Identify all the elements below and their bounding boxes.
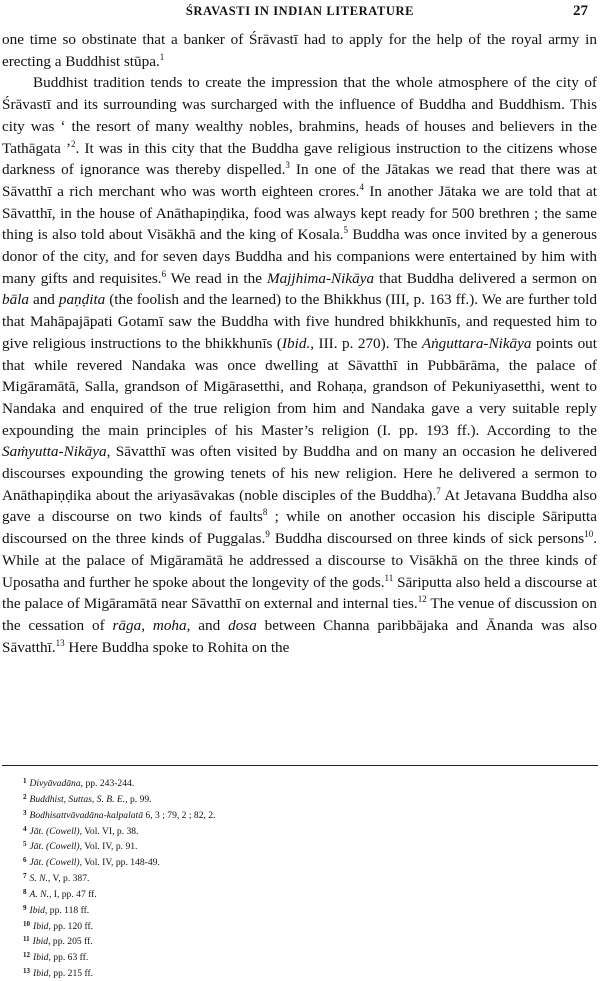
text-run: points out that while revered Nandaka was once dwelling at Sāvatthī in Pubbārāma, the palace of Migāramātā, Salla, grandson of Migārasetthi, and Rohaṇa, grandson of Pekuniyasetthi, went to Nandaka and enquired of the true religion from him and Nandaka gave a very suitable reply expounding the main principles of his Master’s religion (I. pp. 193 ff.). According to the bbox=[2, 334, 597, 439]
footnote-detail: , pp. 205 ff. bbox=[48, 936, 93, 948]
footnote-ref-13: 13 bbox=[55, 637, 65, 648]
footnote bbox=[23, 949, 583, 965]
text-run: (the foolish and the learned) to the Bhikkhus (III, p. 163 ff.). We are further told that Mahāpajāpati Gotamī saw the Buddha with five hundred bhikkhunīs, and requested him to give religious instructions to the bhikkhunīs ( bbox=[2, 291, 597, 352]
page-number: 27 bbox=[573, 3, 588, 19]
footnote-detail: , Vol. VI, p. 38. bbox=[79, 825, 139, 837]
footnote-detail: , pp. 118 ff. bbox=[44, 904, 90, 916]
footnote-detail: , Vol. IV, pp. 148-49. bbox=[79, 857, 160, 869]
footnote-source: Buddhist, Suttas, S. B. E. bbox=[29, 793, 126, 805]
footnote-ref-5: 5 bbox=[343, 225, 348, 236]
text-run: Buddhist tradition tends to create the impression that the whole atmosphere of the city of Śrāvastī and its surrounding was surcharged with the influence of Buddha and Buddhism. This city was ‘ the resort of many wealthy nobles, brahmins, heads of houses and believers in the Tathāgata ’ bbox=[2, 74, 597, 157]
footnote-detail: , pp. 120 ff. bbox=[48, 920, 94, 932]
footnote-detail: , I, pp. 47 ff. bbox=[48, 888, 97, 900]
footnote-source: S. N. bbox=[29, 873, 48, 885]
footnote-detail: , pp. 63 ff. bbox=[48, 952, 89, 964]
footnote bbox=[23, 775, 583, 791]
footnote-number: 3 bbox=[23, 808, 27, 817]
paragraph-2 bbox=[2, 72, 597, 658]
italic-term: Ibid. bbox=[282, 334, 311, 352]
text-run: , III. p. 270). The bbox=[310, 334, 422, 352]
footnote-source: Ibid bbox=[33, 952, 49, 964]
footnote bbox=[23, 823, 583, 839]
footnote-source: Jāt. (Cowell) bbox=[29, 857, 80, 869]
footnote-source: A. N. bbox=[29, 888, 49, 900]
text-run: Buddha was once invited by a generous donor of the city, and for seven days Buddha and his companions were entertained by him with many gifts and requisites. bbox=[2, 226, 598, 287]
footnote-source: Divyāvadāna bbox=[29, 778, 81, 789]
footnote-ref-7: 7 bbox=[436, 485, 441, 496]
footnote-source: Jāt. (Cowell) bbox=[29, 825, 80, 837]
footnote bbox=[23, 886, 583, 902]
footnotes bbox=[23, 775, 583, 981]
footnote-number: 4 bbox=[23, 824, 27, 833]
text-run: ; while on another occasion his disciple Sāriputta discoursed on the three kinds of Puggalas. bbox=[2, 508, 598, 548]
text-run: one time so obstinate that a banker of Śrāvastī had to apply for the help of the royal army in erecting a Buddhist stūpa. bbox=[2, 31, 597, 70]
text-run: In one of the Jātakas we read that there was at Sāvatthī a rich merchant who was worth eighteen crores. bbox=[2, 161, 597, 200]
text-run: and bbox=[190, 616, 229, 634]
text-run: At Jetavana Buddha also gave a discourse on two kinds of faults bbox=[2, 486, 598, 526]
footnote-ref-4: 4 bbox=[359, 181, 364, 192]
body-text bbox=[2, 29, 597, 658]
footnote-number: 2 bbox=[23, 792, 27, 801]
footnote-number: 10 bbox=[23, 919, 30, 928]
footnote-source: Jāt. (Cowell) bbox=[29, 841, 80, 853]
text-run: Buddha discoursed on three kinds of sick persons bbox=[269, 530, 585, 548]
footnote-ref-9: 9 bbox=[265, 529, 270, 540]
running-title: ŚRAVASTI IN INDIAN LITERATURE bbox=[185, 4, 415, 18]
running-head bbox=[0, 4, 600, 22]
footnote-divider bbox=[2, 765, 598, 766]
footnote bbox=[23, 838, 583, 854]
italic-term: bāla bbox=[2, 291, 30, 309]
footnote-source: Bodhisattvāvadāna-kalpalatā bbox=[29, 809, 144, 821]
footnote-number: 1 bbox=[23, 777, 27, 785]
italic-term: dosa bbox=[228, 616, 257, 634]
footnote-source: Ibid bbox=[29, 904, 45, 916]
footnote bbox=[23, 870, 583, 886]
paragraph-1 bbox=[2, 29, 597, 72]
italic-term: Saṁyutta-Nikāya bbox=[2, 443, 107, 461]
footnote-number: 5 bbox=[23, 840, 27, 849]
text-run: In another Jātaka we are told that at Sāvatthī, in the house of Anāthapiṇḍika, food was always kept ready for 500 brethren ; the same thing is also told about Visākhā and the king of Kosala. bbox=[2, 182, 597, 244]
text-run: Sāriputta also held a discourse at the palace of Migāramātā near Sāvatthī on external and internal ties. bbox=[2, 573, 597, 613]
text-run: . It was in this city that the Buddha gave religious instruction to the citizens whose darkness of ignorance was thereby dispelled. bbox=[2, 139, 597, 179]
footnote-source: Ibid bbox=[32, 936, 49, 948]
footnote-number: 8 bbox=[23, 887, 27, 896]
italic-term: Aṅguttara-Nikāya bbox=[421, 334, 532, 352]
footnote-detail: , pp. 215 ff. bbox=[48, 968, 94, 980]
footnote bbox=[23, 902, 583, 918]
footnote-ref-1: 1 bbox=[159, 51, 165, 62]
footnote-detail: , p. 99. bbox=[125, 793, 152, 805]
footnote-number: 9 bbox=[23, 903, 27, 912]
footnote-ref-12: 12 bbox=[417, 594, 427, 605]
italic-term: Majjhima-Nikāya bbox=[266, 269, 375, 287]
text-run: . While at the palace of Migāramātā he addressed a discourse to Visākhā on the three kinds of Uposatha and further he spoke about the longevity of the gods. bbox=[2, 530, 598, 591]
footnote bbox=[23, 854, 583, 870]
footnote-ref-10: 10 bbox=[584, 529, 594, 540]
footnote-detail: 6, 3 ; 79, 2 ; 82, 2. bbox=[143, 809, 216, 821]
footnote-ref-3: 3 bbox=[285, 160, 290, 171]
footnote-ref-11: 11 bbox=[384, 572, 394, 583]
text-run: Here Buddha spoke to Rohita on the bbox=[64, 638, 290, 656]
footnote-detail: , Vol. IV, p. 91. bbox=[79, 841, 138, 853]
text-run: and bbox=[29, 291, 59, 309]
text-run: that Buddha delivered a sermon on bbox=[374, 269, 597, 287]
footnote-number: 12 bbox=[23, 951, 30, 960]
footnote-number: 7 bbox=[23, 872, 27, 881]
footnote-source: Ibid bbox=[33, 968, 49, 980]
footnote bbox=[23, 791, 583, 807]
text-run: between Channa paribbājaka and Ānanda was also Sāvatthī. bbox=[2, 616, 597, 656]
footnote bbox=[23, 807, 583, 823]
footnote bbox=[23, 918, 583, 934]
italic-term: paṇḍita bbox=[58, 291, 106, 309]
footnote-number: 6 bbox=[23, 856, 27, 865]
footnote bbox=[23, 965, 583, 981]
footnote-number: 11 bbox=[23, 935, 30, 944]
text-run: , Sāvatthī was often visited by Buddha and on many an occasion he delivered discourses expounding the growing tenets of his new religion. Here he delivered a sermon to Anāthapiṇḍika about the ariyasāvakas (noble disciples of the Buddha). bbox=[2, 443, 597, 504]
text-run: The venue of discussion on the cessation of bbox=[2, 595, 597, 634]
footnote-number: 13 bbox=[23, 967, 30, 976]
footnote-detail: , V, p. 387. bbox=[47, 873, 90, 885]
footnote-ref-2: 2 bbox=[71, 138, 76, 149]
footnote-detail: , pp. 243-244. bbox=[80, 778, 135, 789]
footnote-ref-8: 8 bbox=[262, 507, 268, 518]
footnote-ref-6: 6 bbox=[161, 268, 167, 279]
text-run: We read in the bbox=[166, 269, 267, 287]
italic-term: rāga, moha, bbox=[112, 616, 191, 634]
footnote-source: Ibid bbox=[33, 920, 49, 932]
